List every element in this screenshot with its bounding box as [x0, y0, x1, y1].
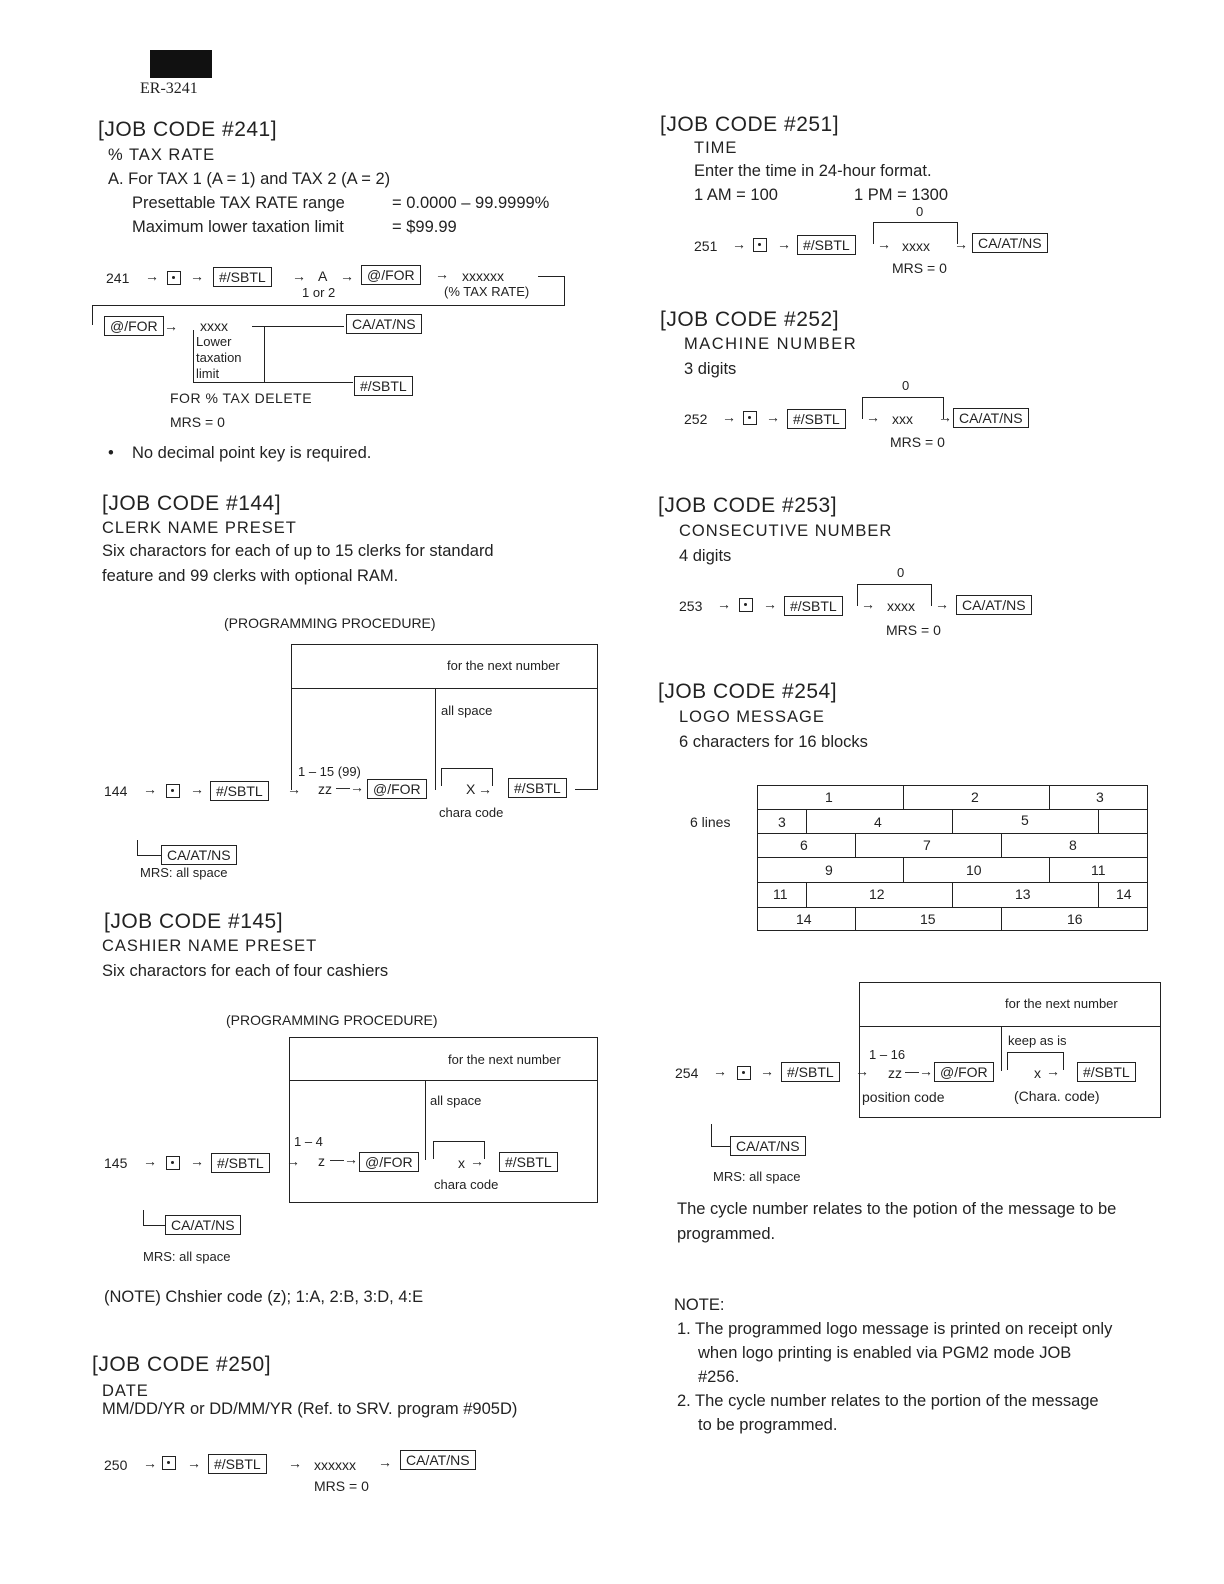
flow-line — [575, 789, 598, 790]
job252-value: xxx — [892, 411, 913, 427]
job254-title: [JOB CODE #254] — [658, 680, 838, 703]
grid-line — [1098, 809, 1099, 833]
job241-mrs: MRS = 0 — [170, 414, 225, 430]
job144-code: 144 — [104, 783, 128, 799]
job241-lower-label-3: limit — [196, 366, 220, 381]
job144-sbtl-key: #/SBTL — [210, 781, 269, 801]
job254-note2-2: to be programmed. — [698, 1416, 838, 1434]
job251-value: xxxx — [902, 238, 930, 254]
flow-line — [291, 688, 598, 689]
job254-cycle-2: programmed. — [677, 1225, 776, 1243]
arrow-icon: → — [954, 236, 968, 252]
job252-mrs: MRS = 0 — [890, 434, 945, 450]
job254-sbtl-key-2: #/SBTL — [1077, 1062, 1136, 1082]
block-7: 7 — [923, 837, 931, 853]
arrow-icon: → — [861, 596, 875, 612]
job251-title: [JOB CODE #251] — [660, 113, 840, 136]
job254-mrs: MRS: all space — [713, 1169, 801, 1184]
grid-line — [1001, 907, 1002, 931]
job254-desc: 6 characters for 16 blocks — [679, 733, 868, 751]
job252-sbtl-key: #/SBTL — [787, 409, 846, 429]
block-5: 5 — [1021, 812, 1029, 828]
block-14-cont: 14 — [796, 911, 812, 927]
job254-ca-key: CA/AT/NS — [730, 1136, 806, 1156]
arrow-icon: → — [143, 1455, 157, 1471]
arrow-icon: → — [763, 596, 777, 612]
job253-mrs: MRS = 0 — [886, 622, 941, 638]
job144-zz: zz — [318, 781, 332, 797]
arrow-icon: → — [760, 1063, 774, 1079]
job145-sbtl-key: #/SBTL — [211, 1153, 270, 1173]
job144-range: 1 – 15 (99) — [298, 764, 361, 779]
job144-for-key: @/FOR — [367, 779, 427, 799]
arrow-icon: → — [190, 268, 204, 284]
grid-line — [903, 857, 904, 882]
arrow-icon: —→ — [905, 1063, 933, 1079]
block-13: 13 — [1015, 886, 1031, 902]
job251-sbtl-key: #/SBTL — [797, 235, 856, 255]
job144-all-space: all space — [441, 703, 493, 718]
grid-line — [1049, 857, 1050, 882]
arrow-icon: → — [378, 1454, 392, 1470]
block-12: 12 — [869, 886, 885, 902]
job241-sbtl-key-2: #/SBTL — [354, 376, 413, 396]
flow-line — [143, 1210, 144, 1225]
grid-line — [757, 907, 1148, 908]
flow-line — [538, 276, 565, 277]
job145-sbtl-key-2: #/SBTL — [499, 1152, 558, 1172]
block-4: 4 — [874, 814, 882, 830]
flow-line — [711, 1146, 730, 1147]
job241-title: [JOB CODE #241] — [98, 118, 278, 141]
job250-desc: MM/DD/YR or DD/MM/YR (Ref. to SRV. program #905D) — [102, 1400, 518, 1418]
arrow-icon: → — [292, 268, 306, 284]
job144-procedure: (PROGRAMMING PROCEDURE) — [224, 615, 436, 631]
job144-next-number: for the next number — [447, 658, 560, 673]
grid-line — [1001, 833, 1002, 857]
job144-chara-code: chara code — [439, 805, 504, 820]
job254-note1-1: 1. The programmed logo message is printed on receipt only — [677, 1320, 1113, 1338]
job253-ca-key: CA/AT/NS — [956, 595, 1032, 615]
flow-line — [143, 1225, 165, 1226]
flow-line — [252, 326, 344, 327]
grid-line — [855, 907, 856, 931]
arrow-icon: → — [286, 1153, 300, 1169]
job144-desc-1: Six charactors for each of up to 15 clerks for standard — [102, 542, 494, 560]
decimal-key-icon — [739, 598, 753, 612]
arrow-icon: → — [287, 781, 301, 797]
flow-line — [137, 840, 138, 855]
job241-a-line: A. For TAX 1 (A = 1) and TAX 2 (A = 2) — [108, 170, 391, 188]
arrow-icon: → — [713, 1063, 727, 1079]
job145-desc: Six charactors for each of four cashiers — [102, 962, 389, 980]
job254-next-number: for the next number — [1005, 996, 1118, 1011]
grid-line — [855, 833, 856, 857]
job251-desc: Enter the time in 24-hour format. — [694, 162, 932, 180]
flow-line — [92, 305, 93, 325]
job145-title: [JOB CODE #145] — [104, 910, 284, 933]
decimal-key-icon — [166, 784, 180, 798]
job241-range-label: Presettable TAX RATE range — [132, 194, 345, 212]
arrow-icon: → — [717, 596, 731, 612]
grid-line — [806, 882, 807, 907]
job145-ca-key: CA/AT/NS — [165, 1215, 241, 1235]
job252-zero: 0 — [902, 378, 910, 393]
job250-code: 250 — [104, 1457, 128, 1473]
header-black-mark — [150, 50, 212, 78]
arrow-icon: → — [855, 1063, 869, 1079]
job144-subtitle: CLERK NAME PRESET — [102, 519, 297, 537]
job145-procedure: (PROGRAMMING PROCEDURE) — [226, 1012, 438, 1028]
block-16: 16 — [1067, 911, 1083, 927]
job241-limit-label: Maximum lower taxation limit — [132, 218, 344, 236]
arrow-icon: → — [722, 409, 736, 425]
job251-code: 251 — [694, 238, 718, 254]
job241-delete-label: FOR % TAX DELETE — [170, 390, 313, 406]
arrow-icon: → — [145, 268, 159, 284]
job250-title: [JOB CODE #250] — [92, 1353, 272, 1376]
decimal-key-icon — [162, 1456, 176, 1470]
job254-subtitle: LOGO MESSAGE — [679, 708, 825, 726]
decimal-key-icon — [737, 1066, 751, 1080]
job145-z: z — [318, 1153, 325, 1169]
job254-code: 254 — [675, 1065, 699, 1081]
arrow-icon: → — [143, 1153, 157, 1169]
job145-x: x — [458, 1155, 465, 1171]
bullet-icon: • — [108, 444, 114, 462]
job241-sbtl-key: #/SBTL — [213, 267, 272, 287]
block-3-cont: 3 — [778, 814, 786, 830]
job241-range-value: = 0.0000 – 99.9999% — [392, 194, 550, 212]
job252-ca-key: CA/AT/NS — [953, 408, 1029, 428]
flow-line — [859, 1026, 1161, 1027]
job254-note1-2: when logo printing is enabled via PGM2 mode JOB — [698, 1344, 1072, 1362]
job254-chara-code: (Chara. code) — [1014, 1088, 1100, 1104]
flow-line — [264, 327, 265, 383]
job241-limit-value: = $99.99 — [392, 218, 457, 236]
job250-sbtl-key: #/SBTL — [208, 1454, 267, 1474]
job254-note2-1: 2. The cycle number relates to the portion of the message — [677, 1392, 1099, 1410]
block-2: 2 — [971, 789, 979, 805]
decimal-key-icon — [743, 411, 757, 425]
decimal-key-icon — [167, 271, 181, 285]
job144-mrs: MRS: all space — [140, 865, 228, 880]
flow-line — [137, 855, 161, 856]
arrow-icon: → — [190, 781, 204, 797]
job241-subtitle: % TAX RATE — [108, 146, 216, 164]
arrow-icon: → — [478, 781, 492, 797]
grid-line — [757, 833, 1148, 834]
arrow-icon: —→ — [336, 779, 364, 795]
job250-subtitle: DATE — [102, 1382, 149, 1400]
flow-line — [711, 1124, 712, 1146]
job253-title: [JOB CODE #253] — [658, 494, 838, 517]
arrow-icon: → — [288, 1455, 302, 1471]
job241-note: No decimal point key is required. — [132, 444, 372, 462]
job144-x: X — [466, 781, 476, 797]
block-11: 11 — [1091, 862, 1106, 878]
job253-sbtl-key: #/SBTL — [784, 596, 843, 616]
block-3: 3 — [1096, 789, 1104, 805]
job145-range: 1 – 4 — [294, 1134, 323, 1149]
job254-note1-3: #256. — [698, 1368, 740, 1386]
job251-ca-key: CA/AT/NS — [972, 233, 1048, 253]
arrow-icon: → — [777, 236, 791, 252]
decimal-key-icon — [753, 238, 767, 252]
job254-sbtl-key: #/SBTL — [781, 1062, 840, 1082]
job241-lower-label-2: taxation — [196, 350, 242, 365]
job253-subtitle: CONSECUTIVE NUMBER — [679, 522, 893, 540]
arrow-icon: → — [164, 318, 178, 334]
job241-code: 241 — [106, 270, 130, 286]
arrow-icon: → — [1046, 1063, 1060, 1079]
flow-line — [425, 1080, 426, 1160]
job145-next-number: for the next number — [448, 1052, 561, 1067]
block-10: 10 — [966, 862, 982, 878]
job241-for-key-2: @/FOR — [104, 316, 164, 336]
grid-line — [1098, 882, 1099, 907]
decimal-key-icon — [166, 1156, 180, 1170]
flow-line — [193, 382, 353, 383]
job145-note: (NOTE) Chshier code (z); 1:A, 2:B, 3:D, 4:E — [104, 1288, 424, 1306]
block-14: 14 — [1116, 886, 1132, 902]
job250-mrs: MRS = 0 — [314, 1478, 369, 1494]
block-15: 15 — [920, 911, 936, 927]
job241-a-var: A — [318, 268, 328, 284]
job251-mrs: MRS = 0 — [892, 260, 947, 276]
arrow-icon: → — [877, 236, 891, 252]
job254-x: x — [1034, 1065, 1041, 1081]
job144-title: [JOB CODE #144] — [102, 492, 282, 515]
job253-zero: 0 — [897, 565, 905, 580]
flow-line — [92, 305, 565, 306]
arrow-icon: → — [938, 409, 952, 425]
grid-line — [806, 809, 807, 833]
arrow-icon: → — [470, 1153, 484, 1169]
job253-code: 253 — [679, 598, 703, 614]
block-9: 9 — [825, 862, 833, 878]
grid-line — [1049, 785, 1050, 809]
job144-desc-2: feature and 99 clerks with optional RAM. — [102, 567, 399, 585]
job254-zz: zz — [888, 1065, 902, 1081]
grid-line — [952, 882, 953, 907]
arrow-icon: → — [187, 1455, 201, 1471]
job250-value: xxxxxx — [314, 1457, 356, 1473]
arrow-icon: → — [190, 1153, 204, 1169]
flow-line — [435, 688, 436, 790]
job254-six-lines: 6 lines — [690, 814, 731, 830]
job251-subtitle: TIME — [694, 139, 738, 157]
arrow-icon: —→ — [330, 1151, 358, 1167]
job241-for-key: @/FOR — [361, 265, 421, 285]
job251-zero: 0 — [916, 204, 924, 219]
grid-line — [757, 857, 1148, 858]
job254-for-key: @/FOR — [934, 1062, 994, 1082]
arrow-icon: → — [732, 236, 746, 252]
flow-line — [289, 1080, 598, 1081]
arrow-icon: → — [143, 781, 157, 797]
model-label: ER-3241 — [140, 80, 198, 97]
job241-rate-value: xxxxxx — [462, 268, 504, 284]
job145-for-key: @/FOR — [359, 1152, 419, 1172]
block-11-cont: 11 — [773, 886, 788, 902]
job144-ca-key: CA/AT/NS — [161, 845, 237, 865]
job144-sbtl-key-2: #/SBTL — [508, 778, 567, 798]
job252-title: [JOB CODE #252] — [660, 308, 840, 331]
arrow-icon: → — [435, 266, 449, 282]
job254-note-title: NOTE: — [674, 1296, 725, 1314]
block-6: 6 — [800, 837, 808, 853]
job252-code: 252 — [684, 411, 708, 427]
block-8: 8 — [1069, 837, 1077, 853]
job251-pm: 1 PM = 1300 — [854, 186, 949, 204]
job145-chara-code: chara code — [434, 1177, 499, 1192]
job145-code: 145 — [104, 1155, 128, 1171]
flow-line — [564, 276, 565, 306]
job252-subtitle: MACHINE NUMBER — [684, 335, 858, 353]
job251-am: 1 AM = 100 — [694, 186, 778, 204]
arrow-icon: → — [766, 409, 780, 425]
flow-line — [1001, 1026, 1002, 1071]
job145-mrs: MRS: all space — [143, 1249, 231, 1264]
job254-position-code: position code — [862, 1089, 945, 1105]
block-1: 1 — [825, 789, 833, 805]
job241-ca-key: CA/AT/NS — [346, 314, 422, 334]
arrow-icon: → — [935, 596, 949, 612]
arrow-icon: → — [866, 409, 880, 425]
arrow-icon: → — [340, 268, 354, 284]
job253-desc: 4 digits — [679, 547, 732, 565]
job254-keep: keep as is — [1008, 1033, 1067, 1048]
grid-line — [952, 809, 953, 833]
job145-all-space: all space — [430, 1093, 482, 1108]
job241-a-range: 1 or 2 — [302, 285, 336, 300]
job252-desc: 3 digits — [684, 360, 737, 378]
grid-line — [903, 785, 904, 809]
job241-rate-label: (% TAX RATE) — [444, 284, 530, 299]
job254-cycle-1: The cycle number relates to the potion of the message to be — [677, 1200, 1117, 1218]
job253-value: xxxx — [887, 598, 915, 614]
job250-ca-key: CA/AT/NS — [400, 1450, 476, 1470]
job241-lower-label-1: Lower — [196, 334, 232, 349]
job145-subtitle: CASHIER NAME PRESET — [102, 937, 318, 955]
job254-range: 1 – 16 — [869, 1047, 906, 1062]
job241-lower-value: xxxx — [200, 318, 228, 334]
flow-line — [193, 330, 194, 382]
